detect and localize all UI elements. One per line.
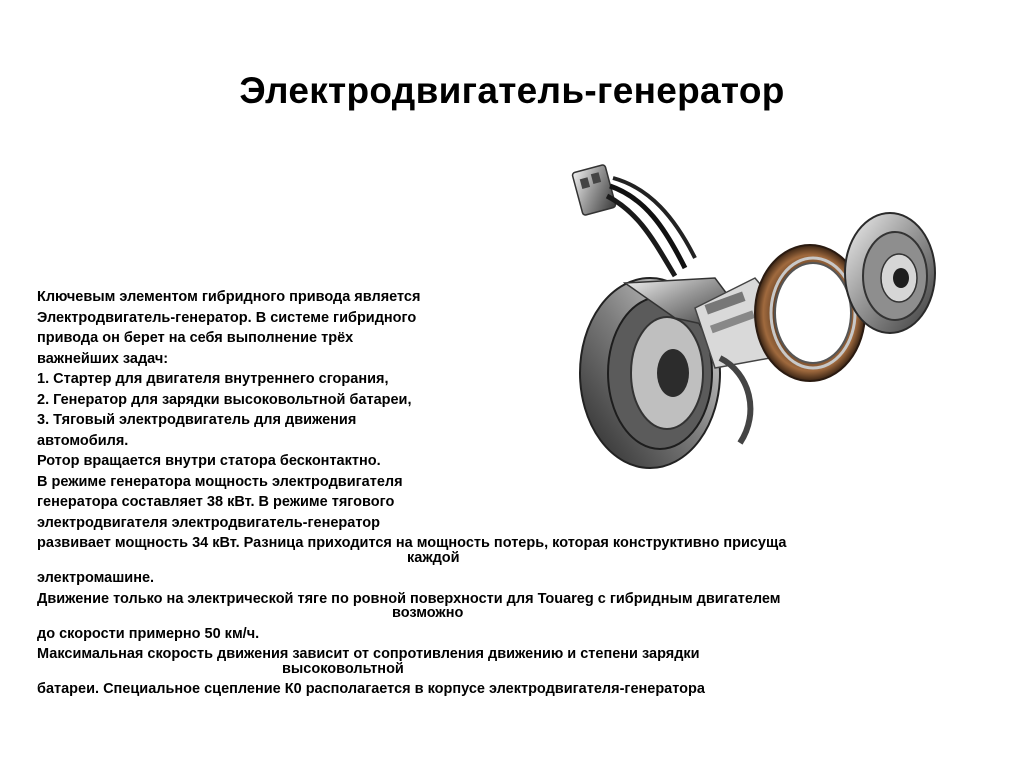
text-line: 2. Генератор для зарядки высоковольтной батареи,: [37, 391, 412, 408]
text-line: Электродвигатель-генератор. В системе гибридного: [37, 309, 417, 326]
body-text: [37, 290, 967, 703]
text-line: 1. Стартер для двигателя внутреннего сгорания,: [37, 371, 389, 387]
text-line: автомобиля.: [37, 432, 129, 449]
text-line-wrap: возможно: [392, 605, 464, 621]
text-line: батареи. Специальное сцепление К0 располагается в корпусе электродвигателя-генератора: [37, 681, 705, 697]
slide-title: Электродвигатель-генератор: [239, 70, 785, 111]
text-line: Ротор вращается внутри статора бесконтактно.: [37, 453, 381, 469]
text-line: электромашине.: [37, 570, 155, 586]
text-line: генератора составляет 38 кВт. В режиме тягового: [37, 494, 395, 510]
text-line: до скорости примерно 50 км/ч.: [37, 625, 260, 642]
text-line: Максимальная скорость движения зависит от сопротивления движению и степени зарядки: [37, 646, 700, 662]
text-line: 3. Тяговый электродвигатель для движения: [37, 412, 357, 428]
text-line: важнейших задач:: [37, 350, 169, 367]
text-line-wrap: каждой: [407, 549, 460, 566]
text-line: В режиме генератора мощность электродвигателя: [37, 473, 403, 490]
text-line: Движение только на электрической тяге по ровной поверхности для Touareg с гибридным двигателем: [37, 590, 781, 607]
text-line: Ключевым элементом гибридного привода является: [37, 289, 421, 305]
text-line-wrap: высоковольтной: [282, 660, 404, 677]
text-line: развивает мощность 34 кВт. Разница приходится на мощность потерь, которая конструктивно присуща: [37, 535, 787, 551]
cable-connector: [572, 164, 695, 276]
text-line: электродвигателя электродвигатель-генератор: [37, 514, 380, 531]
text-line: привода он берет на себя выполнение трёх: [37, 330, 354, 346]
